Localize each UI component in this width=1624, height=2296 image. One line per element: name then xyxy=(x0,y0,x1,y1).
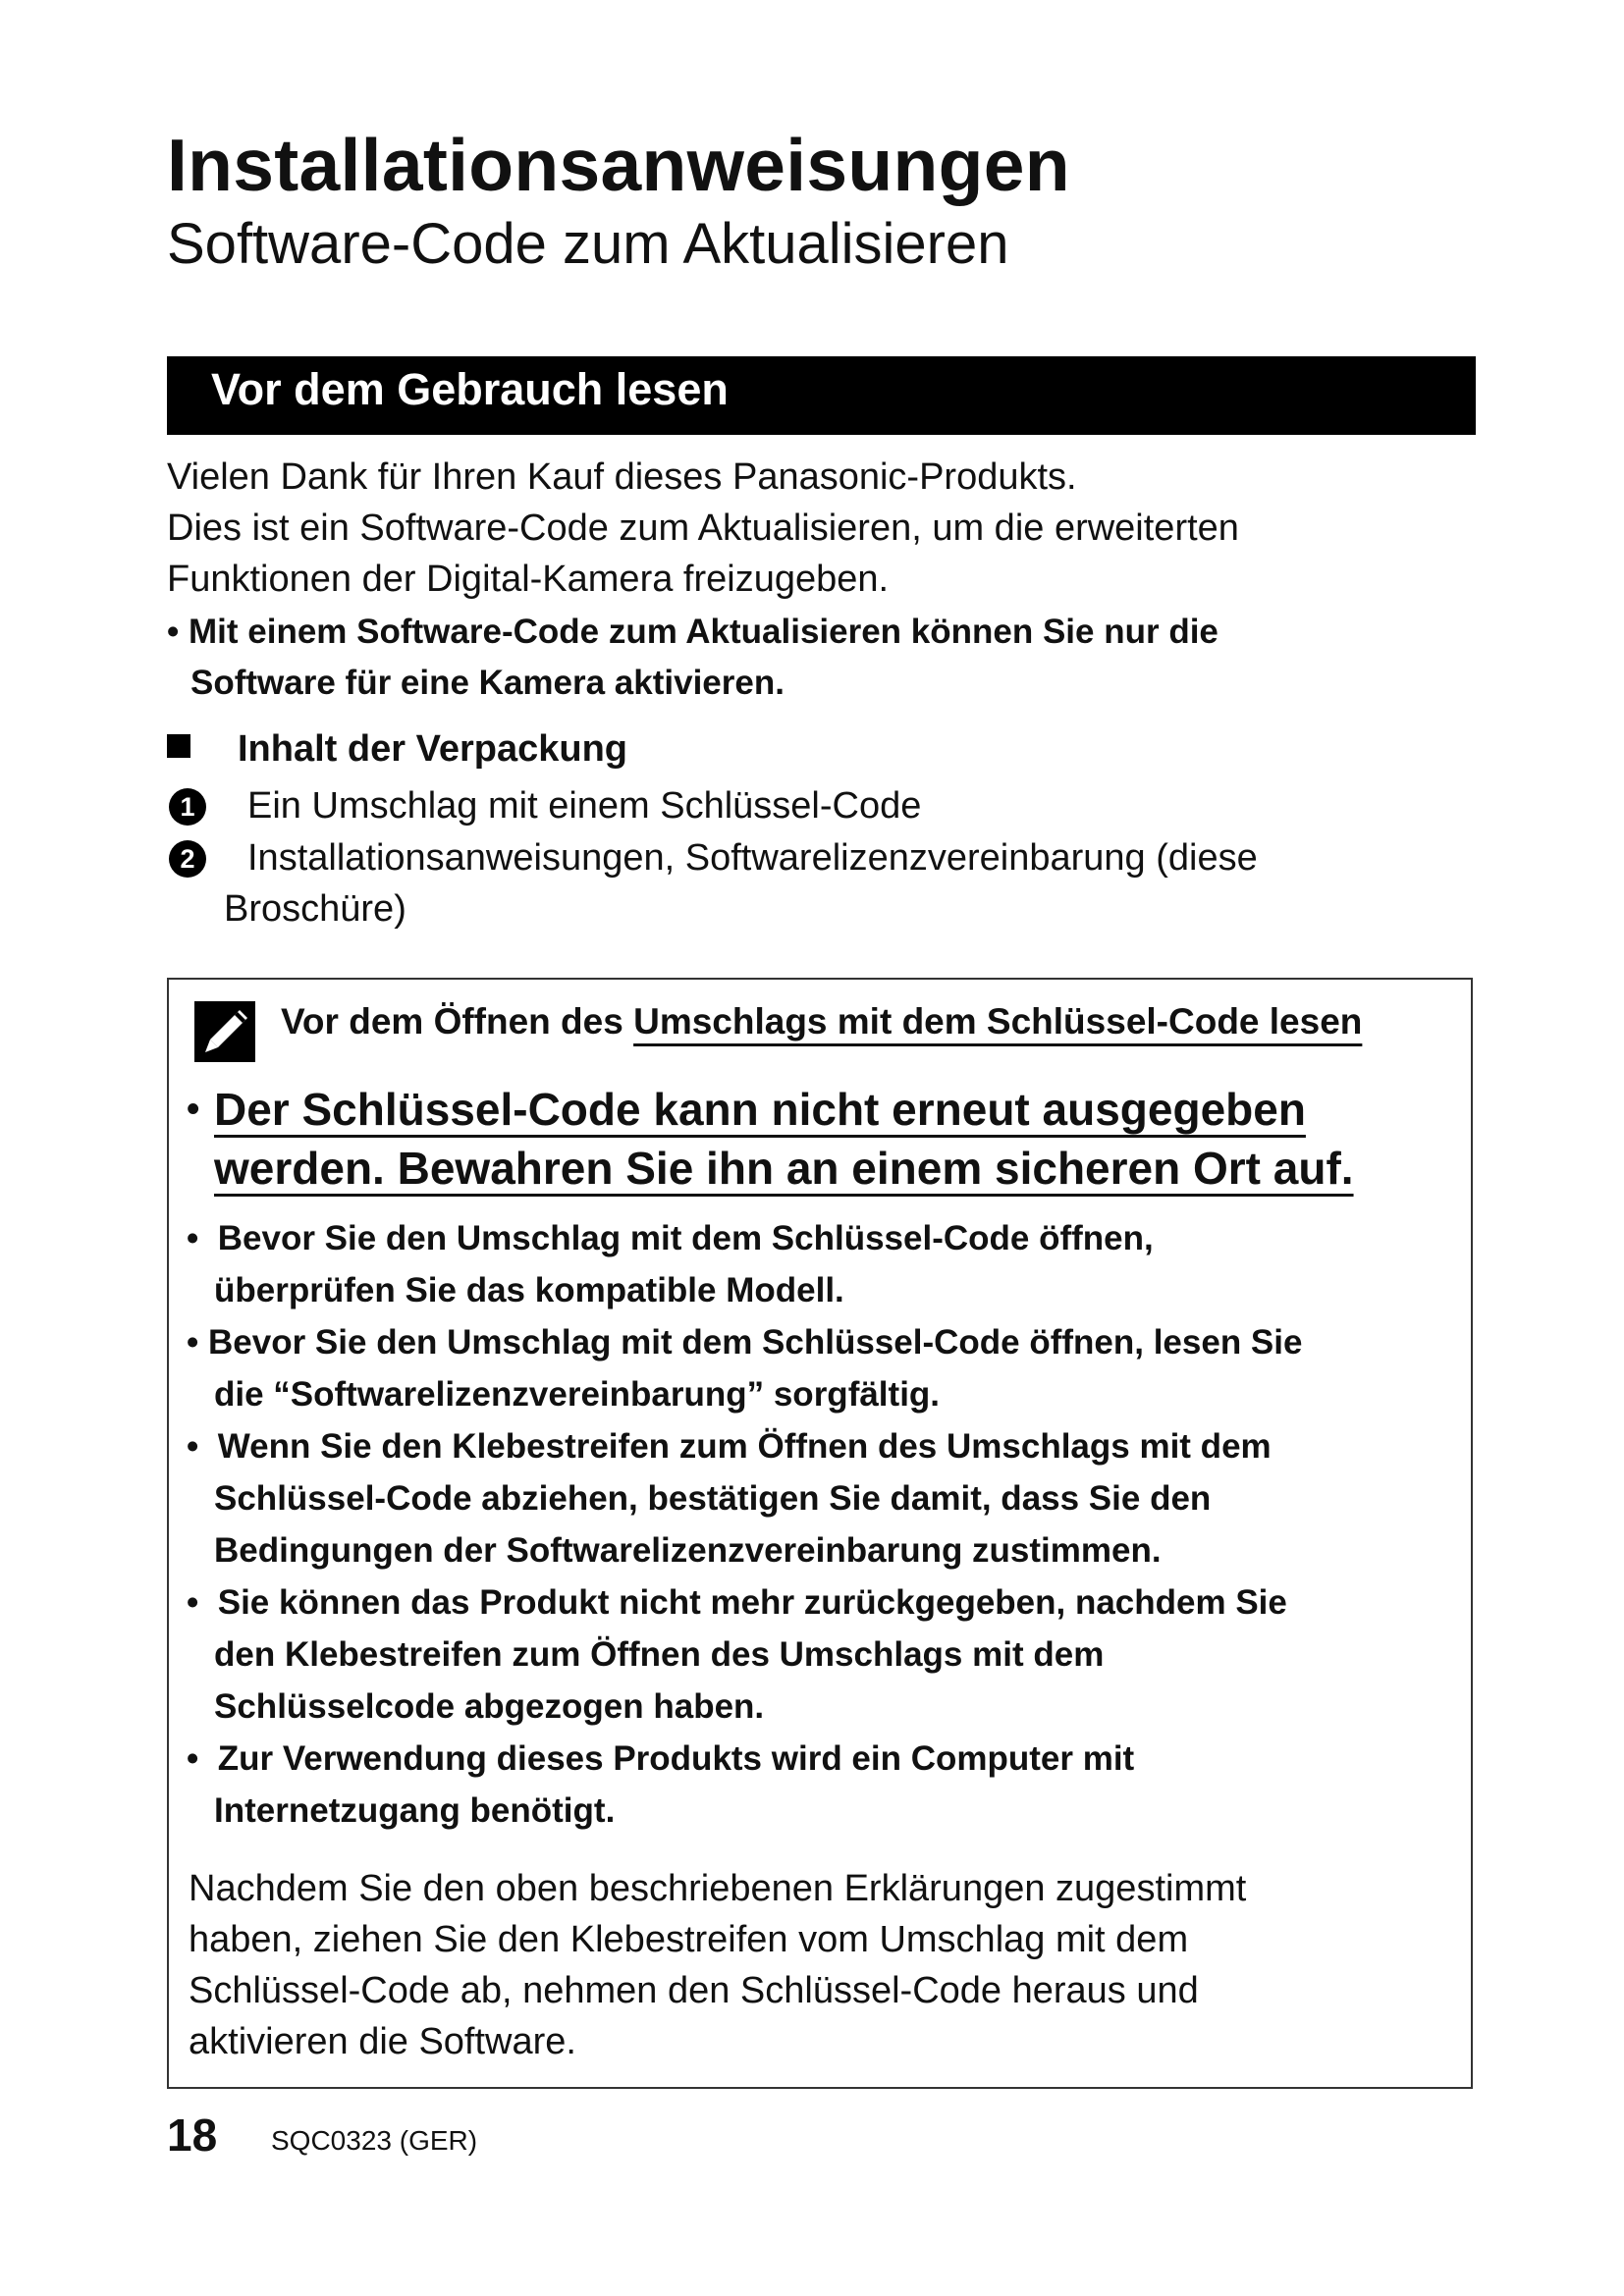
warning-line: werden. Bewahren Sie ihn an einem sicheren Ort auf. xyxy=(214,1143,1354,1194)
list-item-line: Bevor Sie den Umschlag mit dem Schlüssel-Code öffnen, lesen Sie xyxy=(208,1323,1303,1362)
package-item xyxy=(169,780,922,831)
number-circle-icon: 1 xyxy=(169,788,206,826)
section-header-bar xyxy=(167,356,1476,435)
list-item-line: Wenn Sie den Klebestreifen zum Öffnen des Umschlags mit dem xyxy=(217,1427,1272,1466)
list-item-line: Internetzugang benötigt. xyxy=(214,1791,616,1830)
list-item-line: die “Softwarelizenzvereinbarung” sorgfältig. xyxy=(214,1375,941,1414)
intro-line: Funktionen der Digital-Kamera freizugeben. xyxy=(167,559,890,600)
list-item-line: den Klebestreifen zum Öffnen des Umschlags mit dem xyxy=(214,1635,1105,1674)
list-item xyxy=(187,1420,1453,1576)
closing-line: Schlüssel-Code ab, nehmen den Schlüssel-Code heraus und xyxy=(189,1970,1199,2011)
bullet-icon: • xyxy=(187,1427,199,1466)
notice-heading xyxy=(281,1001,1362,1042)
page-title: Installationsanweisungen xyxy=(167,124,1070,206)
list-item-line: Sie können das Produkt nicht mehr zurückgegeben, nachdem Sie xyxy=(217,1583,1287,1622)
warning-line: Der Schlüssel-Code kann nicht erneut ausgegeben xyxy=(214,1084,1306,1135)
list-item xyxy=(187,1733,1453,1837)
intro-paragraph xyxy=(167,452,1473,605)
bullet-icon: • xyxy=(187,1219,199,1257)
document-code: SQC0323 (GER) xyxy=(271,2125,478,2156)
list-item-line: Schlüssel-Code abziehen, bestätigen Sie damit, dass Sie den xyxy=(214,1479,1212,1518)
activation-note xyxy=(167,607,1473,709)
square-bullet-icon xyxy=(167,734,190,758)
closing-paragraph xyxy=(189,1863,1445,2067)
package-item-text: Ein Umschlag mit einem Schlüssel-Code xyxy=(247,785,922,827)
list-item-line: Bevor Sie den Umschlag mit dem Schlüssel-Code öffnen, xyxy=(217,1219,1154,1257)
intro-line: Dies ist ein Software-Code zum Aktualisieren, um die erweiterten xyxy=(167,507,1239,549)
package-item xyxy=(169,832,1258,883)
page-subtitle: Software-Code zum Aktualisieren xyxy=(167,212,1009,276)
list-item xyxy=(187,1576,1453,1733)
closing-line: Nachdem Sie den oben beschriebenen Erklärungen zugestimmt xyxy=(189,1868,1247,1909)
closing-line: haben, ziehen Sie den Klebestreifen vom Umschlag mit dem xyxy=(189,1919,1189,1960)
bullet-icon: • xyxy=(187,1739,199,1778)
pencil-icon xyxy=(194,1001,255,1062)
list-item xyxy=(187,1212,1453,1316)
notice-heading-underlined: Umschlags mit dem Schlüssel-Code lesen xyxy=(633,1001,1363,1041)
number-circle-icon: 2 xyxy=(169,840,206,878)
notice-heading-plain: Vor dem Öffnen des xyxy=(281,1001,634,1041)
section-title: Vor dem Gebrauch lesen xyxy=(211,364,729,414)
bullet-icon: • xyxy=(187,1583,199,1622)
list-item-line: Schlüsselcode abgezogen haben. xyxy=(214,1687,765,1726)
note-line: Software für eine Kamera aktivieren. xyxy=(190,664,785,702)
list-item-line: Zur Verwendung dieses Produkts wird ein Computer mit xyxy=(217,1739,1135,1778)
notice-bullet-list xyxy=(187,1212,1453,1837)
note-line: Mit einem Software-Code zum Aktualisieren können Sie nur die xyxy=(189,613,1218,651)
package-heading xyxy=(167,728,627,771)
list-item xyxy=(187,1316,1453,1420)
package-item-continuation: Broschüre) xyxy=(224,888,406,930)
list-item-line: überprüfen Sie das kompatible Modell. xyxy=(214,1271,844,1309)
key-code-warning xyxy=(187,1080,1443,1198)
closing-line: aktivieren die Software. xyxy=(189,2021,576,2062)
package-item-text: Installationsanweisungen, Softwarelizenzvereinbarung (diese xyxy=(247,837,1258,879)
bullet-icon: • xyxy=(187,1089,200,1130)
package-heading-text: Inhalt der Verpackung xyxy=(238,728,627,770)
list-item-line: Bedingungen der Softwarelizenzvereinbarung zustimmen. xyxy=(214,1531,1162,1570)
bullet-icon: • xyxy=(167,613,180,651)
page-number: 18 xyxy=(167,2109,218,2161)
intro-line: Vielen Dank für Ihren Kauf dieses Panasonic-Produkts. xyxy=(167,456,1077,498)
bullet-icon: • xyxy=(187,1323,199,1362)
